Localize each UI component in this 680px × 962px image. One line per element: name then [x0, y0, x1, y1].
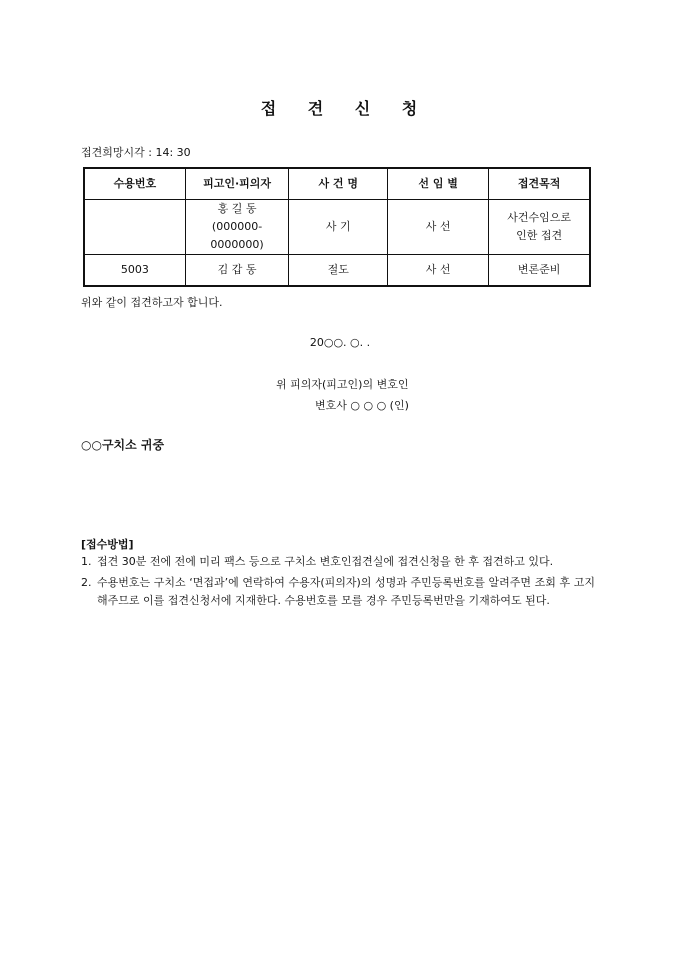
header-inmate-number: 수용번호	[84, 168, 185, 200]
case-name-cell: 사 기	[289, 200, 388, 255]
visit-request-table	[83, 167, 591, 287]
page-title: 접 견 신 청	[260, 99, 420, 118]
list-item	[81, 574, 595, 610]
list-item-text: 접견 30분 전에 전에 미리 팩스 등으로 구치소 변호인접견실에 접견신청을 한 후 접견하고 있다.	[97, 555, 554, 568]
signature-line-2: 변호사 ○ ○ ○ (인)	[315, 399, 409, 412]
method-list	[81, 553, 595, 613]
request-date: 20○○. ○. .	[309, 336, 371, 349]
purpose-cell: 변론준비	[489, 255, 590, 287]
inmate-number-cell: 5003	[84, 255, 185, 287]
list-item-number: 1.	[81, 555, 92, 568]
table-row	[84, 255, 590, 287]
list-item-text: 수용번호는 구치소 ‘면접과’에 연락하여 수용자(피의자)의 성명과 주민등록번호를 알려주면 조회 후 고지해주므로 이를 접견신청서에 지재한다. 수용번호를 모를 경우 주민등록번만을 기재하여도 된다.	[97, 576, 595, 607]
defendant-cell: 김 갑 동	[185, 255, 289, 287]
inmate-number-cell	[84, 200, 185, 255]
case-name-cell: 절도	[289, 255, 388, 287]
method-title: [접수방법]	[81, 538, 134, 551]
defendant-cell	[185, 200, 289, 255]
defendant-name: 홍 길 동	[217, 202, 257, 215]
defendant-id-number: (000000-0000000)	[210, 220, 264, 251]
header-case-name: 사 건 명	[289, 168, 388, 200]
visit-time: 접견희망시각 : 14: 30	[81, 146, 191, 159]
table-row	[84, 200, 590, 255]
list-item	[81, 553, 595, 571]
signature-line-1: 위 피의자(피고인)의 변호인	[276, 378, 409, 391]
request-statement: 위와 같이 접견하고자 합니다.	[81, 296, 223, 309]
table-header-row	[84, 168, 590, 200]
addressee: ○○구치소 귀중	[81, 438, 165, 452]
header-defendant: 피고인·피의자	[185, 168, 289, 200]
purpose-line: 사건수임으로	[507, 211, 571, 224]
header-appointment-type: 선 임 별	[388, 168, 489, 200]
list-item-number: 2.	[81, 576, 92, 589]
purpose-cell	[489, 200, 590, 255]
purpose-line: 인한 접견	[516, 229, 563, 242]
appointment-cell: 사 선	[388, 255, 489, 287]
appointment-cell: 사 선	[388, 200, 489, 255]
header-visit-purpose: 접견목적	[489, 168, 590, 200]
